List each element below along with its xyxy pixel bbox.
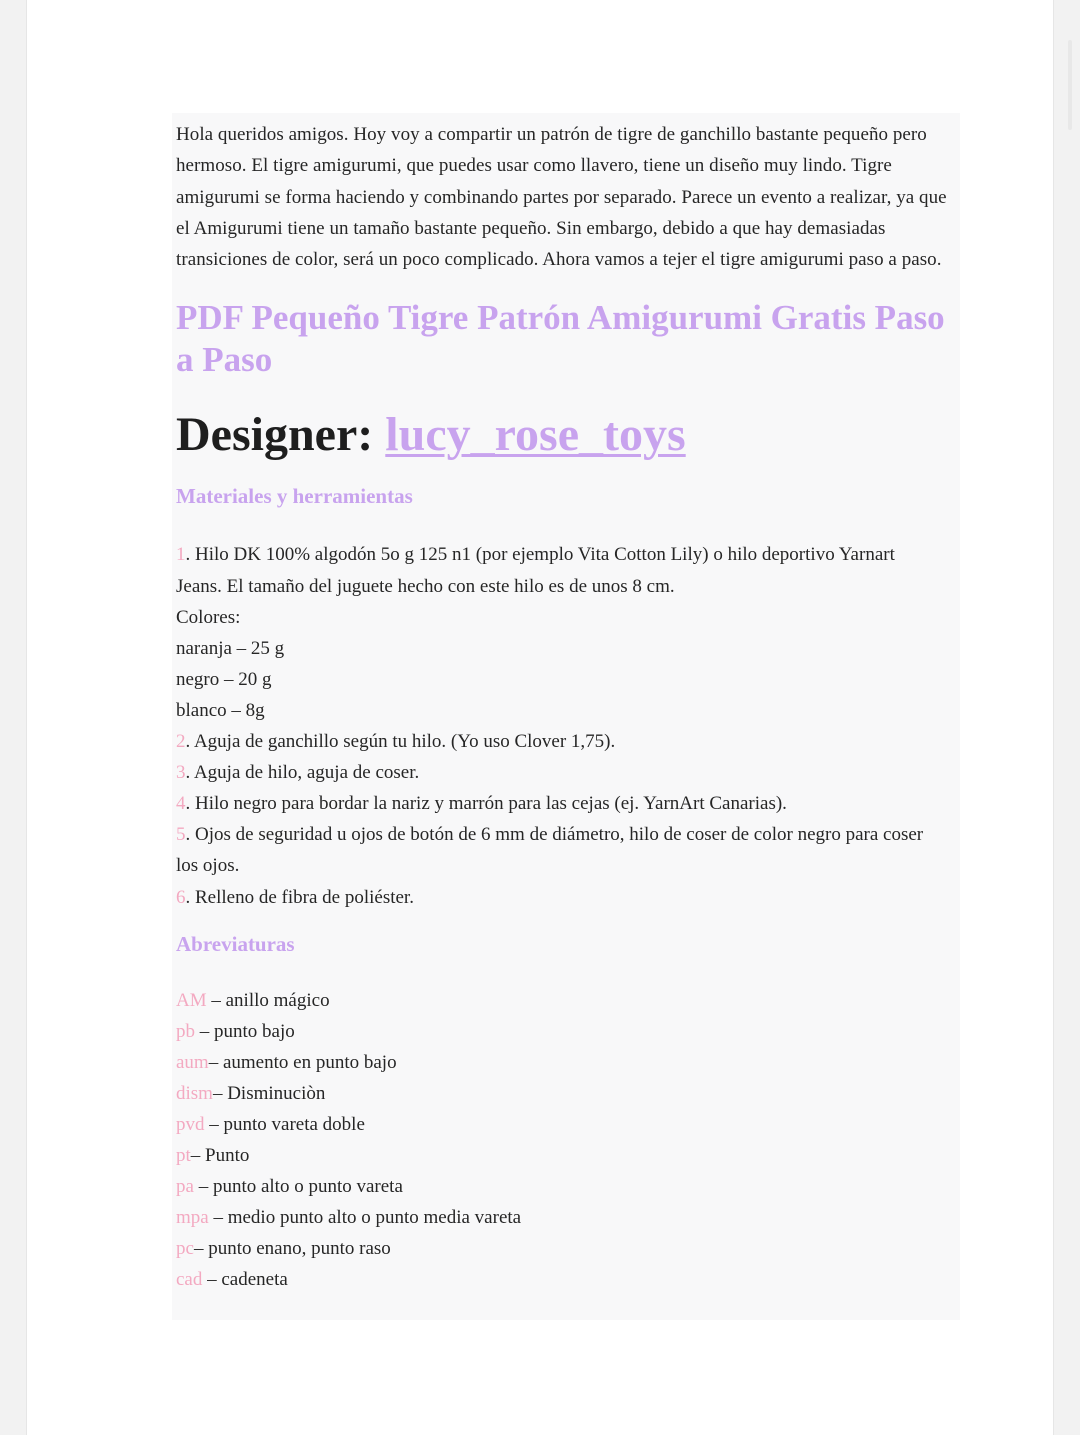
color-item: negro – 20 g: [176, 668, 272, 690]
abbreviation-desc: – punto enano, punto raso: [193, 1238, 391, 1260]
abbreviations-list: [176, 985, 960, 1296]
materials-item-1: [176, 539, 960, 570]
item-text: . Hilo DK 100% algodón 5o g 125 n1 (por ejemplo Vita Cotton Lily) o hilo deportivo Yarnart: [185, 544, 895, 566]
designer-label: Designer:: [176, 408, 386, 462]
abbreviation-term: mpa: [176, 1207, 209, 1229]
abbreviation-term: aum: [176, 1051, 209, 1073]
materials-item-4: [176, 788, 960, 819]
scrollbar[interactable]: [1068, 40, 1072, 130]
materials-heading: Materiales y herramientas: [176, 484, 413, 509]
abbreviation-desc: – punto vareta doble: [204, 1113, 365, 1135]
item-number: 2: [176, 731, 186, 753]
item-text: . Aguja de hilo, aguja de coser.: [185, 762, 420, 784]
materials-item-1-cont: Jeans. El tamaño del juguete hecho con este hilo es de unos 8 cm.: [176, 575, 675, 597]
abbreviation-item: [176, 1078, 960, 1109]
page: [26, 0, 1054, 1435]
color-item: blanco – 8g: [176, 699, 265, 721]
materials-list: [176, 539, 960, 912]
abbreviation-desc: – aumento en punto bajo: [208, 1051, 397, 1073]
materials-item-5-cont: los ojos.: [176, 855, 240, 877]
item-number: 1: [176, 544, 186, 566]
abbreviation-term: dism: [176, 1082, 213, 1104]
abbreviation-term: pt: [176, 1145, 191, 1167]
designer-link[interactable]: lucy_rose_toys: [385, 408, 686, 462]
abbreviation-item: [176, 985, 960, 1016]
abbreviation-term: pvd: [176, 1113, 205, 1135]
article-content: [172, 113, 960, 1320]
color-item: naranja – 25 g: [176, 637, 285, 659]
designer-heading: [176, 405, 960, 465]
intro-paragraph: Hola queridos amigos. Hoy voy a compartir un patrón de tigre de ganchillo bastante pequeño pero hermoso. El tigre amigurumi, que puedes usar como llavero, tiene un diseño muy lindo. Tigre amigurumi se forma haciendo y combinando partes por separado. Parece un evento a realizar, ya que el Amigurumi tiene un tamaño bastante pequeño. Sin embargo, debido a que hay demasiadas transiciones de color, será un poco complicado. Ahora vamos a tejer el tigre amigurumi paso a paso.: [176, 124, 947, 271]
abbreviation-desc: – Disminuciòn: [212, 1082, 326, 1104]
item-number: 6: [176, 886, 186, 908]
abbreviation-desc: – punto bajo: [195, 1020, 295, 1042]
abbreviation-desc: – punto alto o punto vareta: [193, 1176, 403, 1198]
item-text: . Ojos de seguridad u ojos de botón de 6 mm de diámetro, hilo de coser de color negro para coser: [185, 824, 924, 846]
abbreviation-term: AM: [176, 989, 207, 1011]
abbreviation-desc: – Punto: [190, 1145, 250, 1167]
item-number: 4: [176, 793, 186, 815]
article-title: PDF Pequeño Tigre Patrón Amigurumi Gratis Paso a Paso: [176, 298, 945, 380]
abbreviation-term: pa: [176, 1176, 194, 1198]
colors-label: Colores:: [176, 606, 241, 628]
abbreviation-item: [176, 1016, 960, 1047]
abbreviations-heading: Abreviaturas: [176, 931, 295, 956]
item-number: 3: [176, 762, 186, 784]
abbreviation-desc: – anillo mágico: [206, 989, 330, 1011]
abbreviation-item: [176, 1109, 960, 1140]
materials-item-3: [176, 757, 960, 788]
abbreviation-item: [176, 1140, 960, 1171]
item-text: . Relleno de fibra de poliéster.: [185, 886, 414, 908]
materials-item-6: [176, 882, 960, 913]
abbreviation-desc: – medio punto alto o punto media vareta: [208, 1207, 522, 1229]
abbreviation-item: [176, 1047, 960, 1078]
item-number: 5: [176, 824, 186, 846]
abbreviation-item: [176, 1233, 960, 1264]
materials-item-2: [176, 726, 960, 757]
abbreviation-item: [176, 1264, 960, 1295]
abbreviation-desc: – cadeneta: [202, 1269, 288, 1291]
materials-item-5: [176, 819, 960, 850]
abbreviation-term: pc: [176, 1238, 194, 1260]
abbreviation-term: pb: [176, 1020, 195, 1042]
abbreviation-term: cad: [176, 1269, 203, 1291]
abbreviation-item: [176, 1171, 960, 1202]
item-text: . Aguja de ganchillo según tu hilo. (Yo uso Clover 1,75).: [185, 731, 616, 753]
item-text: . Hilo negro para bordar la nariz y marrón para las cejas (ej. YarnArt Canarias).: [185, 793, 787, 815]
abbreviation-item: [176, 1202, 960, 1233]
